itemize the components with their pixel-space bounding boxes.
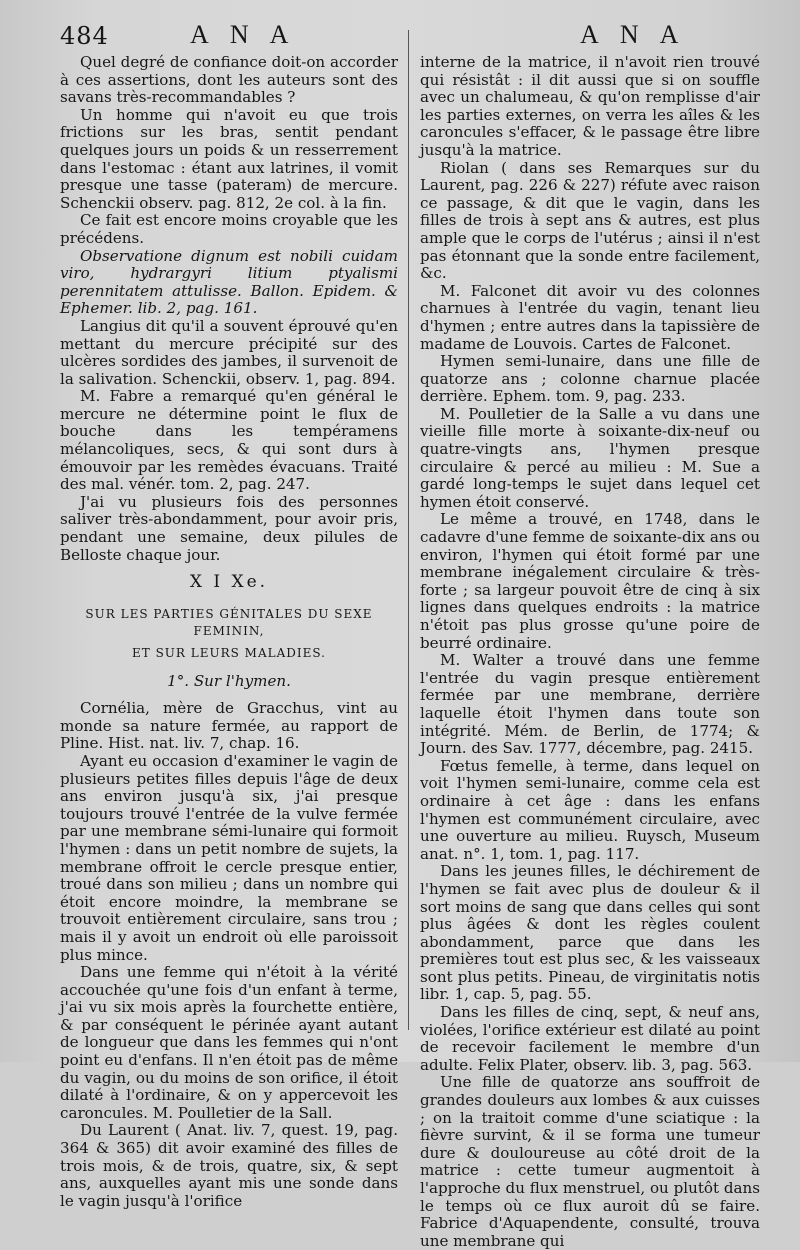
paragraph: Dans les filles de cinq, sept, & neuf ans, violées, l'orifice extérieur est dilaté au point de recevoir facilement le membre d'un adulte. Felix Plater, observ. lib. 3, pag. 563. <box>420 1003 760 1074</box>
paragraph: Le même a trouvé, en 1748, dans le cadavre d'une femme de soixante-dix ans ou environ, l'hymen qui étoit formé par une membrane inégalement circulaire & très-forte ; sa largeur pouvoit être de cinq à six lignes dans quelques endroits : la matrice n'étoit pas plus grosse qu'une poire de beurré ordinaire. <box>420 510 760 652</box>
paragraph: interne de la matrice, il n'avoit rien trouvé qui résistât : il dit aussi que si on souffle avec un chalumeau, & qu'on remplisse d'air les parties externes, on verra les aîles & les caroncules s'effacer, & le passage être libre jusqu'à la matrice. <box>420 53 760 159</box>
paragraph: Du Laurent ( Anat. liv. 7, quest. 19, pag. 364 & 365) dit avoir examiné des filles de trois mois, & de trois, quatre, six, & sept ans, auxquelles ayant mis une sonde dans le vagin jusqu'à l'orifice <box>60 1121 398 1210</box>
paragraph: M. Falconet dit avoir vu des colonnes charnues à l'entrée du vagin, tenant lieu d'hymen ; entre autres dans la tapissière de madame de Louvois. Cartes de Falconet. <box>420 281 760 353</box>
paragraph: Ce fait est encore moins croyable que les précédens. <box>60 211 398 247</box>
paragraph: Un homme qui n'avoit eu que trois frictions sur les bras, sentit pendant quelques jours un poids & un resserrement dans l'estomac : étant aux latrines, il vomit presque une tasse (pateram) de mercure. Schenckii observ. pag. 812, 2e col. à la fin. <box>60 105 398 212</box>
paragraph: Dans une femme qui n'étoit à la vérité accouchée qu'une fois d'un enfant à terme, j'ai vu six mois après la fourchette entière, & par conséquent le périnée ayant autant de longueur que dans les femmes qui n'ont point eu d'enfans. Il n'en étoit pas de même du vagin, ou du moins de son orifice, il étoit dilaté à l'ordinaire, & on y appercevoit les caroncules. M. Poulletier de la Sall. <box>60 963 398 1122</box>
paragraph: Cornélia, mère de Gracchus, vint au monde sa nature fermée, au rapport de Pline. Hist. nat. liv. 7, chap. 16. <box>60 699 398 753</box>
paragraph: Observatione dignum est nobili cuidam viro, hydrargyri litium ptyalismi perennitatem attulisse. Ballon. Epidem. & Ephemer. lib. 2, pag. 161. <box>60 246 398 318</box>
paragraph: Riolan ( dans ses Remarques sur du Laurent, pag. 226 & 227) réfute avec raison ce passage, & dit que le vagin, dans les filles de trois à sept ans & autres, est plus ample que le corps de l'utérus ; ainsi il n'est pas étonnant que la sonde entre facilement, &c. <box>420 158 760 283</box>
paragraph: Quel degré de confiance doit-on accorder à ces assertions, dont les auteurs sont des savans très-recommandables ? <box>60 53 398 107</box>
paragraph: Hymen semi-lunaire, dans une fille de quatorze ans ; colonne charnue placée derrière. Ephem. tom. 9, pag. 233. <box>420 352 760 406</box>
subheading: 1°. Sur l'hymen. <box>167 671 291 690</box>
column-divider <box>408 30 409 1030</box>
page-number: 484 <box>60 22 109 50</box>
section-title-line-2: ET SUR LEURS MALADIES. <box>132 646 326 660</box>
section-title-line-1: SUR LES PARTIES GÉNITALES DU SEXE FEMININ, <box>85 606 373 639</box>
right-column <box>420 54 760 1250</box>
section-number: X I Xe. <box>189 572 269 593</box>
paragraph: Fœtus femelle, à terme, dans lequel on voit l'hymen semi-lunaire, comme cela est ordinaire à cet âge : dans les enfans l'hymen est communément circulaire, avec une ouverture au milieu. Ruysch, Museum anat. n°. 1, tom. 1, pag. 117. <box>420 756 760 863</box>
paragraph: Une fille de quatorze ans souffroit de grandes douleurs aux lombes & aux cuisses ; on la traitoit comme d'une sciatique : la fièvre survint, & il se forma une tumeur dure & douloureuse au côté droit de la matrice : cette tumeur augmentoit à l'approche du flux menstruel, ou plutôt dans le temps où ce flux auroit dû se faire. Fabrice d'Aquapendente, consulté, trouva une membrane qui <box>420 1073 760 1250</box>
paragraph: J'ai vu plusieurs fois des personnes saliver très-abondamment, pour avoir pris, pendant une semaine, deux pilules de Belloste chaque jour. <box>60 492 398 564</box>
paragraph: M. Poulletier de la Salle a vu dans une vieille fille morte à soixante-dix-neuf ou quatre-vingts ans, l'hymen presque circulaire & percé au milieu : M. Sue a gardé long-temps le sujet dans lequel cet hymen étoit conservé. <box>420 404 760 511</box>
paragraph: Ayant eu occasion d'examiner le vagin de plusieurs petites filles depuis l'âge de deux ans environ jusqu'à six, j'ai presque toujours trouvé l'entrée de la vulve fermée par une membrane sémi-lunaire qui formoit l'hymen : dans un petit nombre de sujets, la membrane offroit le cercle presque entier, troué dans son milieu ; dans un nombre qui étoit encore moindre, la membrane se trouvoit entièrement circulaire, sans trou ; mais il y avoit un endroit où elle paroissoit plus mince. <box>60 751 398 964</box>
paragraph: Langius dit qu'il a souvent éprouvé qu'en mettant du mercure précipité sur des ulcères sordides des jambes, il survenoit de la salivation. Schenckii, observ. 1, pag. 894. <box>60 316 398 388</box>
running-head-right: A N A <box>580 20 687 49</box>
paragraph: M. Walter a trouvé dans une femme l'entrée du vagin presque entièrement fermée par une membrane, derrière laquelle étoit l'hymen dans toute son intégrité. Mém. de Berlin, de 1774; & Journ. des Sav. 1777, décembre, pag. 2415. <box>420 651 760 758</box>
left-column <box>60 54 398 1210</box>
page-header <box>60 20 760 50</box>
paragraph: M. Fabre a remarqué qu'en général le mercure ne détermine point le flux de bouche dans les tempéramens mélancoliques, secs, & qui sont durs à émouvoir par les remèdes évacuans. Traité des mal. vénér. tom. 2, pag. 247. <box>60 387 398 494</box>
running-head-left: A N A <box>190 20 297 49</box>
paragraph: Dans les jeunes filles, le déchirement de l'hymen se fait avec plus de douleur & il sort moins de sang que dans celles qui sont plus âgées & dont les règles coulent abondamment, parce que dans les premières tout est plus sec, & les vaisseaux sont plus petits. Pineau, de virginitatis notis libr. 1, cap. 5, pag. 55. <box>420 862 760 1004</box>
